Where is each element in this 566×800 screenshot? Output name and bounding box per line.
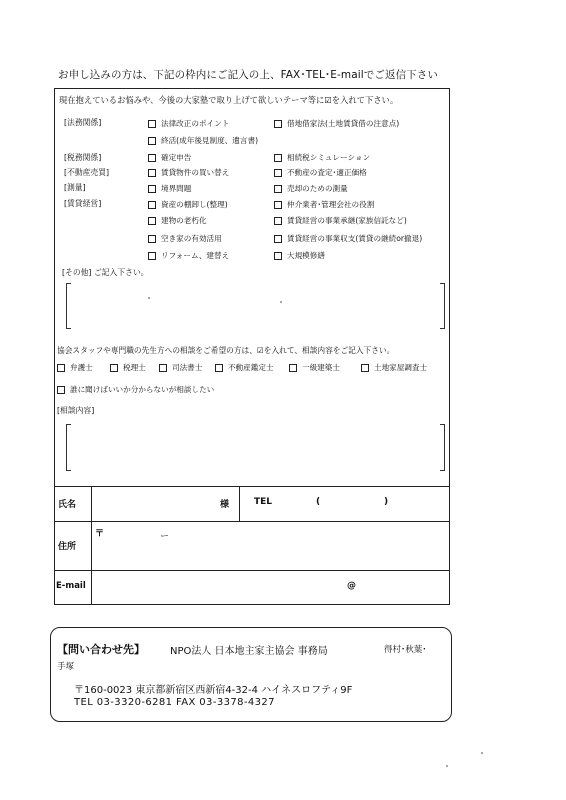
other-prompt: ご記入下さい。 (93, 268, 149, 277)
other-label (62, 267, 149, 278)
category-rental: [賃貸経営] (64, 199, 102, 208)
other-input-area[interactable] (74, 284, 436, 326)
at-mark: @ (347, 581, 356, 591)
checkbox[interactable] (274, 154, 282, 162)
scan-speck (481, 752, 483, 754)
category-legal: [法務関係] (64, 118, 102, 127)
checkbox[interactable] (110, 364, 118, 372)
checkbox[interactable] (57, 386, 65, 394)
topic-option[interactable] (148, 152, 191, 163)
expert-option[interactable] (57, 362, 93, 373)
checkbox[interactable] (159, 364, 167, 372)
topic-label: 大規模修繕 (287, 251, 325, 260)
topic-option[interactable] (148, 215, 207, 226)
field-divider (54, 486, 450, 487)
topic-label: 建物の老朽化 (161, 216, 207, 225)
checkbox[interactable] (57, 364, 65, 372)
topic-label: 借地借家法(土地賃貸借の注意点) (287, 119, 400, 128)
checkbox[interactable] (274, 201, 282, 209)
checkbox[interactable] (148, 185, 156, 193)
checkbox[interactable] (148, 201, 156, 209)
contact-org: NPO法人 日本地主家主協会 事務局 (170, 646, 328, 657)
tel-input[interactable] (326, 488, 381, 519)
topic-option[interactable] (274, 233, 422, 244)
field-divider (239, 486, 240, 521)
topic-option[interactable] (274, 183, 348, 194)
honorific: 様 (220, 500, 230, 510)
topic-label: 賃貸経営の事業収支(賃貸の継続or撤退) (287, 234, 423, 243)
topic-label: 賃貸物件の買い替え (161, 168, 230, 177)
other-bracket-left (66, 283, 71, 329)
expert-option[interactable] (361, 362, 427, 373)
topic-label: 終活(成年後見制度、遺言書) (161, 136, 259, 145)
postal-mark: 〒 (95, 529, 105, 539)
tel-label: TEL (254, 497, 273, 507)
field-divider (54, 570, 450, 571)
expert-label: 税理士 (123, 363, 146, 372)
topic-label: 不動産の査定･適正価格 (287, 168, 367, 177)
checkbox[interactable] (361, 364, 369, 372)
topic-option[interactable] (148, 233, 222, 244)
expert-label: 弁護士 (70, 363, 93, 372)
scan-speck (446, 765, 448, 767)
topic-label: 資産の棚卸し(整理) (161, 200, 228, 209)
category-tax: [税務関係] (64, 153, 102, 162)
topic-option[interactable] (148, 167, 229, 178)
category-realestate: [不動産売買] (64, 168, 110, 177)
contact-staff: 得村･秋葉･ (384, 645, 427, 655)
checkbox[interactable] (148, 217, 156, 225)
address-label: 住所 (58, 542, 77, 552)
consult-input-area[interactable] (74, 425, 436, 468)
topic-label: 賃貸経営の事業承継(家族信託など) (287, 216, 407, 225)
checkbox[interactable] (289, 364, 297, 372)
checkbox[interactable] (148, 235, 156, 243)
scan-speck (148, 297, 150, 299)
topic-option[interactable] (148, 199, 228, 210)
email-label: E-mail (56, 581, 86, 591)
topic-option[interactable] (274, 199, 374, 210)
expert-option[interactable] (159, 362, 202, 373)
topic-option[interactable] (148, 118, 229, 129)
checkbox[interactable] (148, 120, 156, 128)
unsure-label: 誰に聞けばいいか分からないが相談したい (70, 385, 215, 394)
field-divider (54, 521, 450, 522)
contact-title: 【問い合わせ先】 (57, 643, 145, 656)
consult-bracket-left (66, 424, 71, 471)
topic-label: 法律改正のポイント (161, 119, 230, 128)
consult-instruction: 協会スタッフや専門職の先生方への相談をご希望の方は、☑を入れて、相談内容をご記入下さい。 (57, 346, 395, 355)
topic-option[interactable] (148, 135, 258, 146)
contact-phone: TEL 03-3320-6281 FAX 03-3378-4327 (74, 697, 275, 708)
other-tag: [その他] (62, 268, 92, 277)
expert-label: 一級建築士 (302, 363, 340, 372)
checkbox[interactable] (274, 252, 282, 260)
checkbox[interactable] (274, 169, 282, 177)
contact-address: 〒160-0023 東京都新宿区西新宿4-32-4 ハイネスロフティ9F (74, 685, 353, 696)
checkbox[interactable] (274, 235, 282, 243)
field-divider (91, 486, 92, 605)
category-survey: [測量] (64, 183, 86, 192)
topic-label: 相続税シミュレーション (287, 153, 371, 162)
postal-dash: ー (160, 532, 170, 542)
expert-label: 司法書士 (172, 363, 203, 372)
checkbox[interactable] (274, 217, 282, 225)
topic-option[interactable] (148, 250, 229, 261)
topic-option[interactable] (274, 118, 399, 129)
topic-label: 空き家の有効活用 (161, 234, 222, 243)
tel-paren-close: ) (384, 497, 389, 507)
checkbox[interactable] (274, 185, 282, 193)
topic-option[interactable] (148, 183, 191, 194)
name-label: 氏名 (58, 500, 77, 510)
checkbox[interactable] (215, 364, 223, 372)
expert-label: 土地家屋調査士 (374, 363, 428, 372)
topic-label: 仲介業者･管理会社の役割 (287, 200, 375, 209)
topic-option[interactable] (274, 152, 370, 163)
unsure-option[interactable] (57, 384, 214, 395)
topics-instruction: 現在抱えているお悩みや、今後の大家塾で取り上げて欲しいテーマ等に☑を入れて下さい。 (59, 95, 399, 105)
other-bracket-right (440, 283, 445, 329)
expert-label: 不動産鑑定士 (228, 363, 274, 372)
contact-staff-cont: 手塚 (57, 662, 75, 672)
topic-option[interactable] (274, 250, 325, 261)
checkbox[interactable] (274, 120, 282, 128)
topic-label: 確定申告 (161, 153, 192, 162)
checkbox[interactable] (148, 137, 156, 145)
consult-bracket-right (440, 424, 445, 471)
topic-option[interactable] (274, 167, 367, 178)
address-input[interactable] (93, 523, 448, 568)
topic-label: リフォーム、建替え (161, 251, 230, 260)
name-input[interactable] (93, 488, 205, 519)
checkbox[interactable] (148, 154, 156, 162)
checkbox[interactable] (148, 169, 156, 177)
topic-option[interactable] (274, 215, 407, 226)
consult-content-label: [相談内容] (57, 406, 95, 415)
expert-option[interactable] (289, 362, 340, 373)
topic-label: 境界問題 (161, 184, 192, 193)
checkbox[interactable] (148, 252, 156, 260)
expert-option[interactable] (215, 362, 274, 373)
scan-speck (280, 301, 282, 303)
form-heading: お申し込みの方は、下記の枠内にご記入の上、FAX･TEL･E-mailでご返信下さい (58, 69, 438, 81)
tel-paren-open: ( (316, 497, 321, 507)
expert-option[interactable] (110, 362, 146, 373)
email-input[interactable] (93, 572, 448, 603)
topic-label: 売却のための測量 (287, 184, 348, 193)
